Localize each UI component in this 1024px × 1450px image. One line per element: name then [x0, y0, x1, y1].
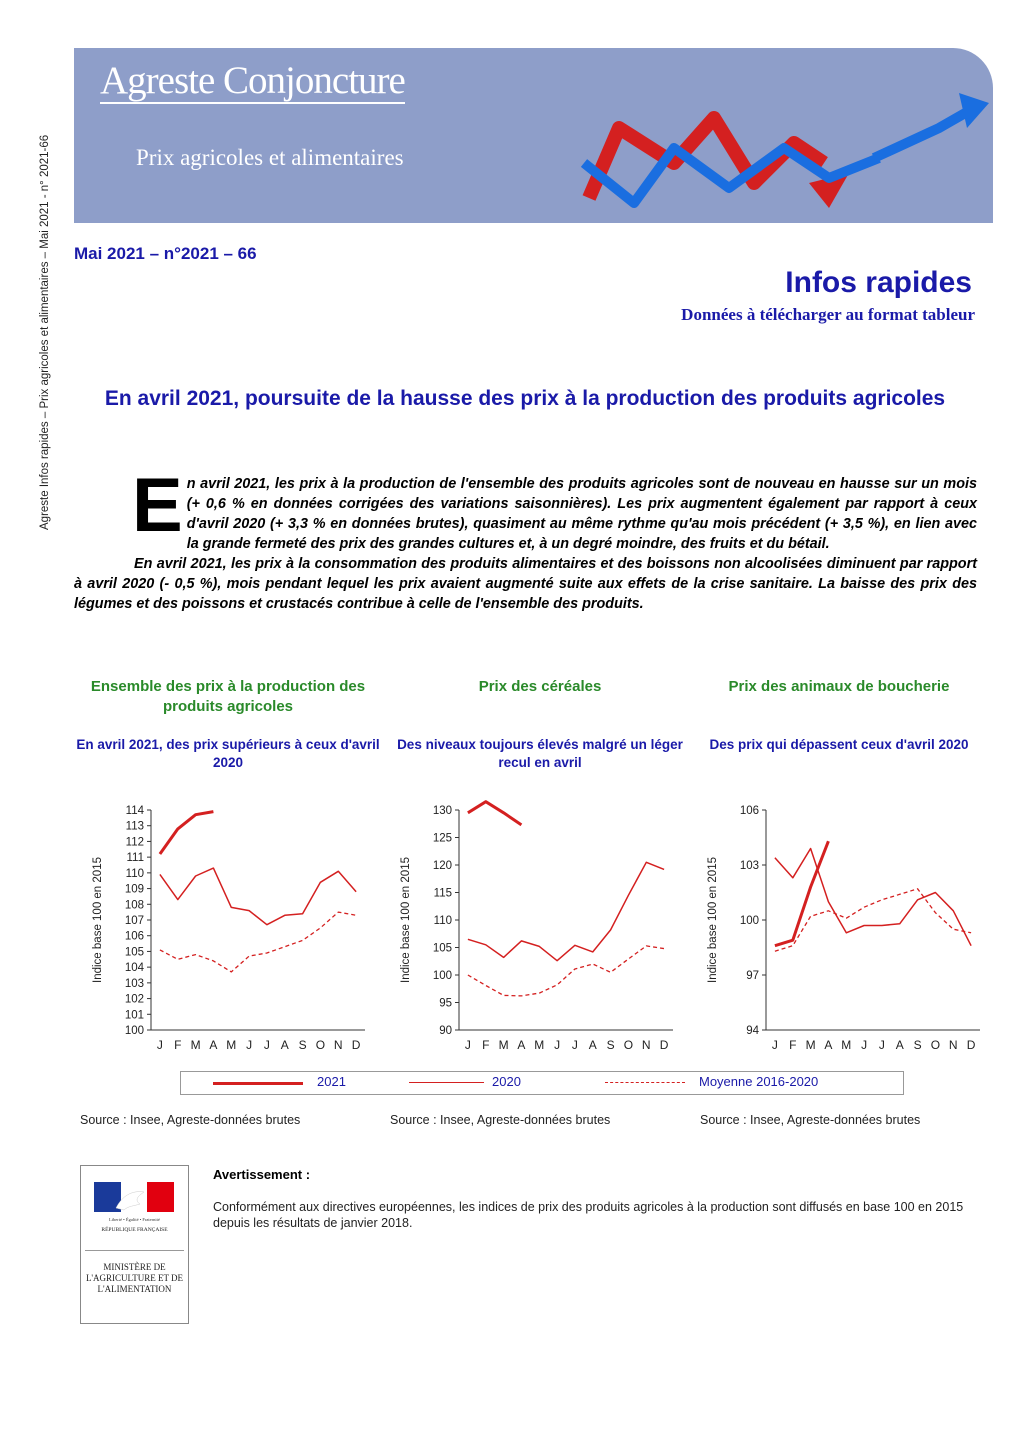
series-line-2021 [160, 812, 214, 854]
logo-ministry: MINISTÈRE DE L'AGRICULTURE ET DE L'ALIMENTATION [85, 1262, 184, 1294]
warning-text: Conformément aux directives européennes, les indices de prix des produits agricoles à la production sont diffusés en base 100 en 2015 depuis les résultats de janvier 2018. [213, 1200, 964, 1230]
chart-cereal-prices [393, 800, 683, 1060]
logo-republic: RÉPUBLIQUE FRANÇAISE [101, 1227, 168, 1233]
x-tick-label: F [789, 1038, 797, 1052]
x-tick-label: M [226, 1038, 237, 1052]
trend-arrows-icon [579, 88, 989, 218]
x-tick-label: A [588, 1038, 597, 1052]
series-line-2020 [775, 849, 971, 946]
x-tick-label: J [878, 1038, 885, 1052]
x-tick-label: N [948, 1038, 958, 1052]
y-tick-label: 94 [746, 1025, 759, 1037]
x-tick-label: S [606, 1038, 615, 1052]
chart-3-source: Source : Insee, Agreste-données brutes [700, 1113, 921, 1127]
chart-1-source: Source : Insee, Agreste-données brutes [80, 1113, 301, 1127]
chart-2-title: Prix des céréales [478, 678, 602, 695]
side-running-title: Agreste Infos rapides – Prix agricoles et alimentaires – Mai 2021 - n° 2021-66 [39, 134, 51, 530]
y-tick-label: 100 [124, 1025, 144, 1037]
y-tick-label: 95 [439, 997, 452, 1010]
x-tick-label: J [861, 1038, 868, 1052]
y-tick-label: 104 [124, 962, 144, 975]
y-tick-label: 125 [432, 832, 452, 845]
x-tick-label: J [156, 1038, 163, 1052]
x-tick-label: J [771, 1038, 778, 1052]
chart-2-subtitle: Des niveaux toujours élevés malgré un léger recul en avril [397, 737, 683, 770]
drop-cap: E [132, 463, 183, 548]
y-tick-label: 107 [124, 915, 144, 927]
y-tick-label: 111 [126, 852, 144, 865]
chart-production-prices [85, 800, 375, 1060]
download-link[interactable]: Données à télécharger au format tableur [681, 305, 975, 324]
legend-label-2020: 2020 [492, 1074, 521, 1089]
x-tick-label: J [246, 1038, 253, 1052]
marianne-flag-icon [94, 1182, 174, 1212]
legend-label-2021: 2021 [317, 1074, 346, 1089]
x-tick-label: A [280, 1038, 289, 1052]
x-tick-label: D [659, 1038, 669, 1052]
ministry-logo [80, 1165, 189, 1324]
y-tick-label: 105 [432, 942, 452, 955]
x-tick-label: F [482, 1038, 490, 1052]
y-tick-label: 106 [739, 805, 759, 817]
y-tick-label: 109 [124, 883, 144, 896]
x-tick-label: N [641, 1038, 651, 1052]
x-tick-label: A [824, 1038, 833, 1052]
body-text [74, 463, 977, 614]
chart-3-subtitle: Des prix qui dépassent ceux d'avril 2020 [709, 737, 969, 752]
y-tick-label: 101 [124, 1009, 144, 1022]
x-tick-label: M [190, 1038, 201, 1052]
y-tick-label: 114 [125, 805, 144, 817]
series-line-2020 [160, 868, 356, 925]
brand-title: Agreste Conjoncture [100, 59, 405, 102]
y-axis-label: Indice base 100 en 2015 [400, 857, 412, 983]
chart-1-subtitle: En avril 2021, des prix supérieurs à ceux d'avril 2020 [76, 737, 380, 770]
series-line-moyenne-2016-2020 [160, 912, 356, 972]
legend-swatch-2020 [409, 1082, 484, 1083]
y-tick-label: 100 [739, 915, 759, 927]
logo-motto: Liberté • Égalité • Fraternité [109, 1217, 160, 1222]
y-axis-label: Indice base 100 en 2015 [707, 857, 719, 983]
legend-label-average: Moyenne 2016-2020 [699, 1074, 819, 1089]
paragraph-1: n avril 2021, les prix à la production de l'ensemble des produits agricoles sont de nouveau en hausse sur un mois (+ 0,6 % en données corrigées des variations saisonnières). Les prix augmentent également par rapport à ceux d'avril 2020 (+ 3,3 % en données brutes), quasiment au même rythme qu'au mois précédent (+ 3,5 %), en lien avec la grande fermeté des prix des grandes cultures et, à un degré moindre, des fruits et du bétail. [186, 476, 977, 552]
y-axis-label: Indice base 100 en 2015 [92, 857, 104, 983]
x-tick-label: J [263, 1038, 270, 1052]
y-tick-label: 102 [124, 993, 144, 1006]
chart-3-title: Prix des animaux de boucherie [728, 678, 950, 695]
y-tick-label: 120 [432, 860, 452, 872]
banner-subtitle: Prix agricoles et alimentaires [136, 145, 404, 170]
headline: En avril 2021, poursuite de la hausse des prix à la production des produits agricoles [104, 387, 946, 410]
chart-livestock-prices [700, 800, 990, 1060]
x-tick-label: O [623, 1038, 634, 1052]
chart-2-source: Source : Insee, Agreste-données brutes [390, 1113, 611, 1127]
x-tick-label: S [913, 1038, 922, 1052]
series-line-2020 [468, 862, 664, 960]
x-tick-label: O [315, 1038, 326, 1052]
axis-line [459, 810, 673, 1030]
x-tick-label: J [571, 1038, 578, 1052]
issue-number: Mai 2021 – n°2021 – 66 [74, 244, 257, 263]
x-tick-label: J [464, 1038, 471, 1052]
y-tick-label: 108 [124, 899, 144, 912]
y-tick-label: 103 [124, 977, 144, 990]
y-tick-label: 110 [433, 915, 452, 927]
y-tick-label: 113 [125, 820, 144, 833]
logo-divider [85, 1250, 184, 1251]
x-tick-label: F [174, 1038, 182, 1052]
legend-swatch-2021 [213, 1082, 303, 1085]
x-tick-label: A [895, 1038, 904, 1052]
series-line-2021 [468, 802, 522, 825]
y-tick-label: 97 [746, 970, 759, 982]
x-tick-label: M [498, 1038, 509, 1052]
y-tick-label: 110 [125, 867, 144, 880]
paragraph-2: En avril 2021, les prix à la consommation des produits alimentaires et des boissons non alcoolisées diminuent par rapport à avril 2020 (- 0,5 %), mois pendant lequel les prix avaient augmenté suite aux effets de la crise sanitaire. La baisse des prix des légumes et des poissons et crustacés contribue à celle de l'ensemble des produits. [74, 556, 977, 612]
publication-type: Infos rapides [785, 266, 972, 299]
x-tick-label: S [298, 1038, 307, 1052]
x-tick-label: M [841, 1038, 852, 1052]
axis-line [151, 810, 365, 1030]
y-tick-label: 100 [432, 970, 452, 982]
y-tick-label: 105 [124, 946, 144, 959]
x-tick-label: J [554, 1038, 561, 1052]
y-tick-label: 103 [739, 860, 759, 872]
y-tick-label: 115 [433, 887, 452, 900]
chart-legend [180, 1071, 904, 1095]
header-banner [74, 48, 993, 223]
x-tick-label: M [534, 1038, 545, 1052]
x-tick-label: O [930, 1038, 941, 1052]
x-tick-label: A [517, 1038, 526, 1052]
y-tick-label: 130 [432, 805, 452, 817]
warning-title: Avertissement : [213, 1167, 311, 1182]
chart-1-title: Ensemble des prix à la production des produits agricoles [90, 678, 366, 715]
x-tick-label: D [351, 1038, 361, 1052]
x-tick-label: N [333, 1038, 343, 1052]
x-tick-label: D [966, 1038, 976, 1052]
y-tick-label: 90 [439, 1025, 452, 1037]
y-tick-label: 106 [124, 930, 144, 943]
x-tick-label: A [209, 1038, 218, 1052]
x-tick-label: M [805, 1038, 816, 1052]
y-tick-label: 112 [125, 836, 144, 849]
legend-swatch-average [605, 1082, 685, 1083]
